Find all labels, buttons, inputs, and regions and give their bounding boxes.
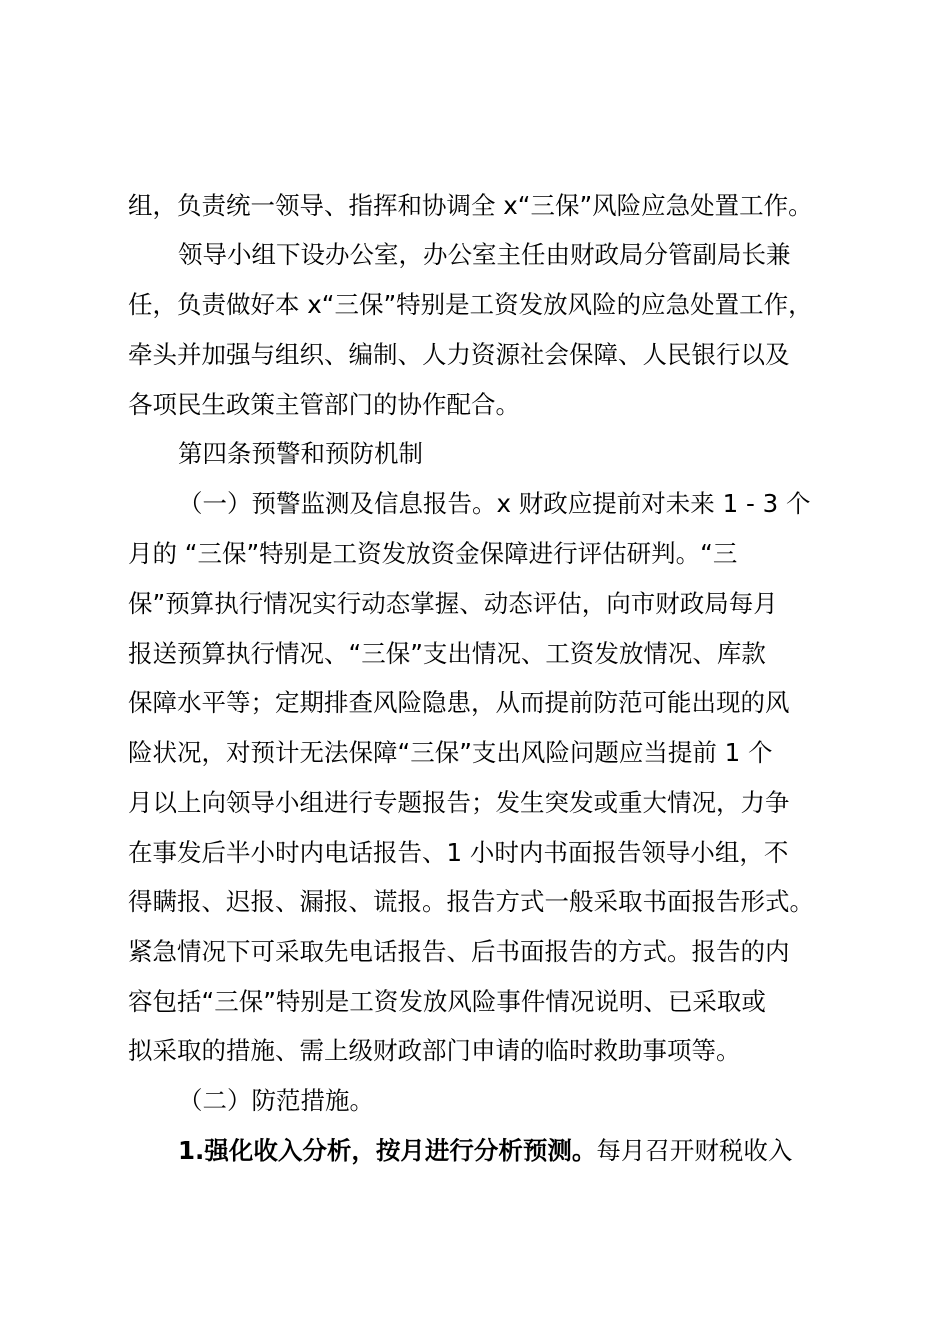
paragraph-line: 紧急情况下可采取先电话报告、后书面报告的方式。报告的内 — [128, 937, 790, 966]
paragraph-line: 保障水平等；定期排查风险隐患，从而提前防范可能出现的风 — [128, 688, 790, 717]
paragraph-line: 得瞒报、迟报、漏报、谎报。报告方式一般采取书面报告形式。 — [128, 887, 814, 916]
section-heading: 第四条预警和预防机制 — [178, 439, 423, 468]
paragraph-line — [178, 1126, 848, 1176]
paragraph-line: 保”预算执行情况实行动态掌握、动态评估，向市财政局每月 — [128, 589, 778, 618]
paragraph-line: 在事发后半小时内电话报告、1 小时内书面报告领导小组，不 — [128, 838, 789, 867]
paragraph-line: 组，负责统一领导、指挥和协调全 x“三保”风险应急处置工作。 — [128, 191, 813, 220]
paragraph-line: （一）预警监测及信息报告。x 财政应提前对未来 1 - 3 个 — [178, 489, 811, 518]
paragraph-line: 险状况，对预计无法保障“三保”支出风险问题应当提前 1 个 — [128, 738, 773, 767]
paragraph-line: 各项民生政策主管部门的协作配合。 — [128, 390, 520, 419]
subsection-heading: （二）防范措施。 — [178, 1086, 374, 1115]
paragraph-line: 领导小组下设办公室，办公室主任由财政局分管副局长兼 — [178, 240, 791, 269]
paragraph-line: 拟采取的措施、需上级财政部门申请的临时救助事项等。 — [128, 1036, 741, 1065]
paragraph-line: 报送预算执行情况、“三保”支出情况、工资发放情况、库款 — [128, 639, 766, 668]
paragraph-line: 容包括“三保”特别是工资发放风险事件情况说明、已采取或 — [128, 987, 766, 1016]
bold-lead-text: 1.强化收入分析，按月进行分析预测。 — [178, 1136, 597, 1165]
paragraph-line: 牵头并加强与组织、编制、人力资源社会保障、人民银行以及 — [128, 340, 790, 369]
paragraph-line: 月以上向领导小组进行专题报告；发生突发或重大情况，力争 — [128, 788, 790, 817]
paragraph-line: 月的 “三保”特别是工资发放资金保障进行评估研判。“三 — [128, 539, 738, 568]
paragraph-line: 任，负责做好本 x“三保”特别是工资发放风险的应急处置工作， — [128, 290, 813, 319]
body-text: 每月召开财税收入 — [596, 1136, 793, 1165]
